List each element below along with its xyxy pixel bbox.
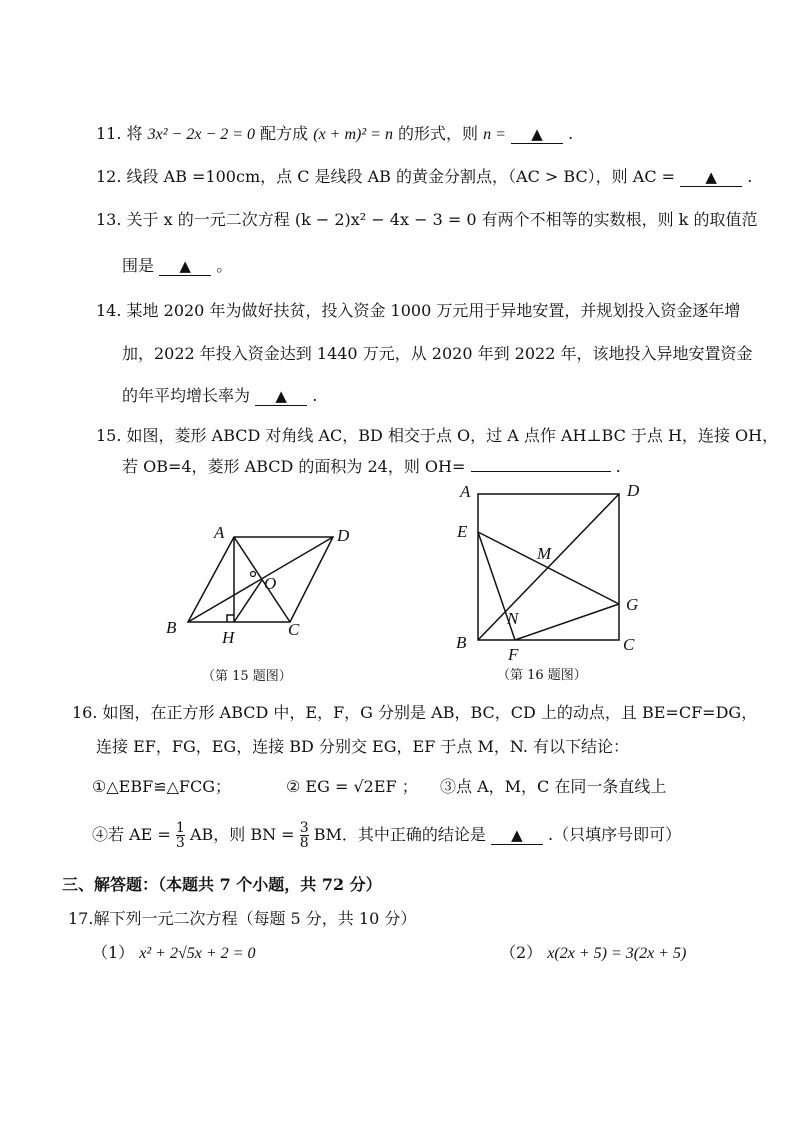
q13-line2: 围是 bbox=[122, 256, 155, 275]
fig15-label-a: A bbox=[214, 523, 225, 542]
q11-post: 的形式，则 bbox=[398, 124, 479, 143]
fig15-label-h: H bbox=[222, 628, 235, 647]
fig15-label-d: D bbox=[337, 526, 350, 545]
answer-blank-14[interactable] bbox=[255, 387, 307, 406]
frac1-den: 3 bbox=[175, 835, 185, 851]
fig15-caption: （第 15 题图） bbox=[202, 669, 292, 684]
point-o-marker bbox=[251, 572, 256, 577]
rhombus-abcd bbox=[188, 537, 333, 622]
question-14-line1 bbox=[96, 300, 740, 322]
fraction-one-third bbox=[176, 821, 185, 850]
diagonal-bd bbox=[478, 494, 619, 640]
conclusion-4 bbox=[92, 820, 681, 850]
frac1-num: 1 bbox=[175, 820, 185, 836]
q11-equation: 3x² − 2x − 2 = 0 bbox=[147, 126, 256, 143]
answer-blank-16[interactable] bbox=[491, 826, 543, 845]
q17-part-1 bbox=[92, 942, 255, 965]
question-17-title: 17.解下列一元二次方程（每题 5 分，共 10 分） bbox=[68, 909, 417, 928]
q17-p2-label: （2） bbox=[500, 943, 543, 962]
triangle-mark-icon: ▲ bbox=[275, 387, 287, 405]
q15-line2: 若 OB=4，菱形 ABCD 的面积为 24，则 OH= bbox=[122, 457, 466, 476]
q11-mid: 配方成 bbox=[260, 124, 309, 143]
q11-var: n = bbox=[483, 126, 506, 143]
answer-blank-15[interactable] bbox=[471, 471, 611, 472]
answer-blank-12[interactable] bbox=[680, 168, 742, 187]
answer-blank-13[interactable] bbox=[159, 257, 211, 276]
question-12 bbox=[96, 166, 752, 188]
question-16-line2 bbox=[96, 736, 629, 758]
fig16-caption: （第 16 题图） bbox=[497, 668, 587, 683]
fraction-three-eighths bbox=[300, 821, 309, 850]
segment-oh bbox=[234, 580, 262, 622]
triangle-mark-icon: ▲ bbox=[179, 257, 191, 275]
c4-post: BM．其中正确的结论是 bbox=[313, 825, 486, 844]
question-11 bbox=[96, 123, 573, 146]
q17-p1-equation: x² + 2√5x + 2 = 0 bbox=[139, 945, 256, 962]
square-abcd bbox=[478, 494, 619, 640]
fig16-label-f: F bbox=[508, 645, 519, 664]
question-15-line1 bbox=[96, 425, 778, 447]
q17-p1-label: （1） bbox=[92, 943, 135, 962]
c4-pre: ④若 AE = bbox=[92, 825, 171, 844]
question-13-line2 bbox=[122, 255, 232, 277]
diagonal-ac bbox=[234, 537, 290, 622]
right-angle-mark bbox=[227, 615, 234, 622]
c4-end: .（只填序号即可） bbox=[548, 825, 682, 844]
q12-end: . bbox=[747, 167, 753, 186]
conclusion-2: ② EG = √2EF ； bbox=[286, 777, 418, 796]
q14-end: . bbox=[312, 386, 318, 405]
q15-number: 15. bbox=[96, 426, 122, 445]
fig16-label-c: C bbox=[623, 635, 635, 654]
segment-eg bbox=[478, 532, 619, 604]
question-14-line3 bbox=[122, 385, 317, 407]
q12-text: 线段 AB =100cm，点 C 是线段 AB 的黄金分割点，（AC > BC），则 AC = bbox=[126, 167, 676, 186]
q16-number: 16. bbox=[72, 703, 98, 722]
q14-line1: 某地 2020 年为做好扶贫，投入资金 1000 万元用于异地安置，并规划投入资金逐年增 bbox=[126, 301, 741, 320]
segment-fg bbox=[515, 604, 619, 640]
q11-form: (x + m)² = n bbox=[313, 126, 393, 143]
q13-end: 。 bbox=[216, 256, 233, 275]
fig15-label-c: C bbox=[288, 620, 300, 639]
q14-line2: 加，2022 年投入资金达到 1440 万元，从 2020 年到 2022 年，该地投入异地安置资金 bbox=[122, 344, 753, 363]
fig16-label-n: N bbox=[507, 609, 519, 628]
q16-line2: 连接 EF，FG，EG，连接 BD 分别交 EG，EF 于点 M，N. 有以下结论： bbox=[96, 737, 630, 756]
q15-end: . bbox=[615, 457, 621, 476]
q16-line1: 如图，在正方形 ABCD 中，E，F，G 分别是 AB，BC，CD 上的动点，且 BE=CF=DG， bbox=[102, 703, 758, 722]
triangle-mark-icon: ▲ bbox=[511, 826, 523, 844]
fig16-label-m: M bbox=[537, 544, 552, 563]
q13-line1: 关于 x 的一元二次方程 (k − 2)x² − 4x − 3 = 0 有两个不相等的实数根，则 k 的取值范 bbox=[126, 210, 758, 229]
q11-number: 11. bbox=[96, 124, 122, 143]
c4-mid: AB，则 BN = bbox=[189, 825, 295, 844]
question-13-line1 bbox=[96, 209, 757, 231]
q11-pre: 将 bbox=[126, 124, 143, 143]
frac2-num: 3 bbox=[299, 820, 309, 836]
q12-number: 12. bbox=[96, 167, 122, 186]
q17-part-2 bbox=[500, 942, 686, 965]
question-14-line2 bbox=[122, 343, 752, 365]
q17-p2-equation: x(2x + 5) = 3(2x + 5) bbox=[547, 945, 687, 962]
answer-blank-11[interactable] bbox=[511, 125, 563, 144]
section-3-title: 三、解答题：（本题共 7 个小题，共 72 分） bbox=[62, 875, 382, 894]
q11-end: . bbox=[568, 124, 574, 143]
fig15-label-b: B bbox=[166, 618, 177, 637]
frac2-den: 8 bbox=[299, 835, 309, 851]
q15-line1: 如图，菱形 ABCD 对角线 AC，BD 相交于点 O，过 A 点作 AH⊥BC 于点 H，连接 OH， bbox=[126, 426, 779, 445]
triangle-mark-icon: ▲ bbox=[705, 168, 717, 186]
diagonal-bd bbox=[188, 537, 333, 622]
conclusion-3: ③点 A，M，C 在同一条直线上 bbox=[440, 777, 667, 796]
q14-line3: 的年平均增长率为 bbox=[122, 386, 251, 405]
triangle-mark-icon: ▲ bbox=[531, 125, 543, 143]
fig16-label-d: D bbox=[627, 481, 640, 500]
fig16-label-g: G bbox=[626, 595, 639, 614]
question-16-line1 bbox=[72, 702, 757, 724]
conclusion-1: ①△EBF≌△FCG； bbox=[92, 777, 232, 796]
fig15-label-o: O bbox=[264, 574, 277, 593]
fig16-label-b: B bbox=[456, 633, 467, 652]
fig16-label-e: E bbox=[457, 522, 468, 541]
question-15-line2 bbox=[122, 456, 621, 478]
q14-number: 14. bbox=[96, 301, 122, 320]
fig16-label-a: A bbox=[460, 482, 471, 501]
q13-number: 13. bbox=[96, 210, 122, 229]
segment-ef bbox=[478, 532, 515, 640]
